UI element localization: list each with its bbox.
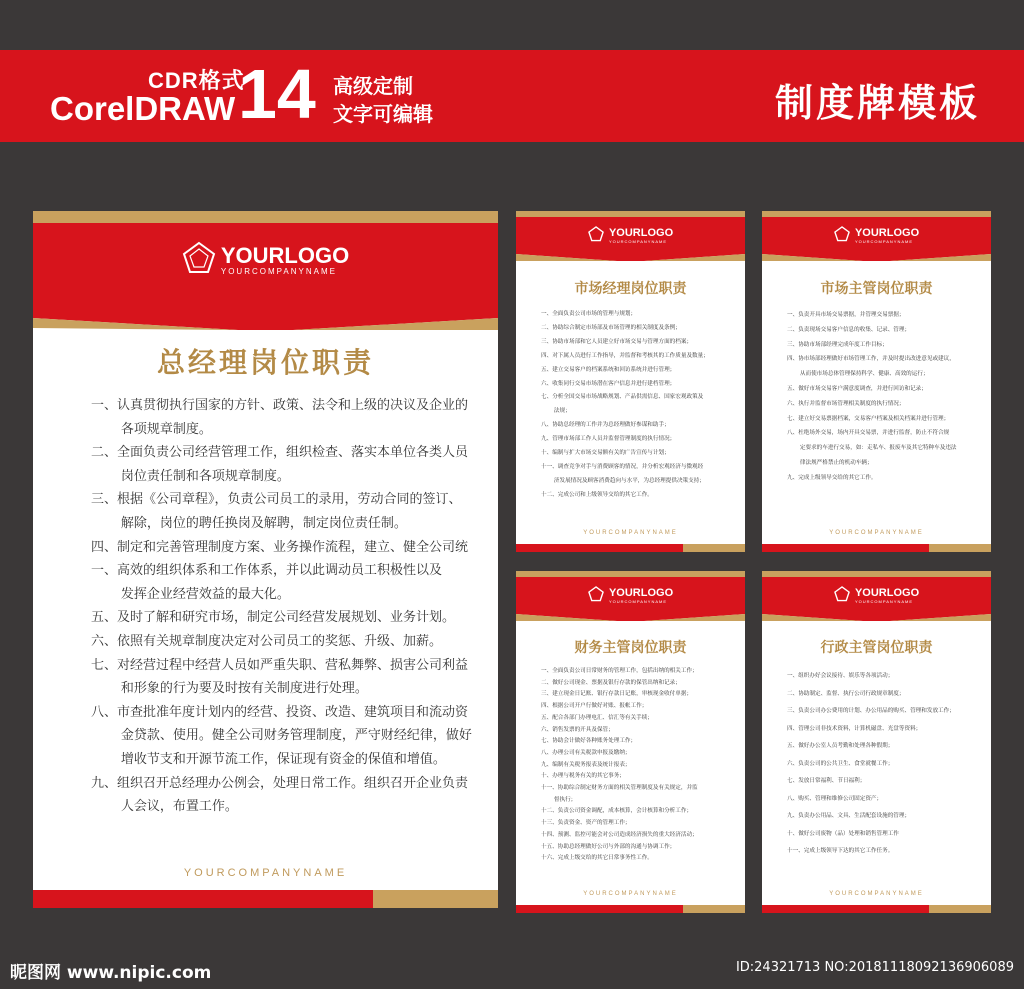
- board-title: 总经理岗位职责: [156, 346, 374, 379]
- duty-item: 九、负责办公用品、文具、生活配套设施的管理；: [787, 813, 911, 819]
- duty-item: 十二、负责公司资金调配，成本核算，会计核算和分析工作；: [541, 808, 693, 815]
- board-logo: [516, 585, 745, 606]
- board-admin-supervisor: [762, 571, 991, 913]
- board-top-strip: [33, 211, 498, 223]
- duty-item: 一、全面负责公司市场的管理与规划；: [541, 311, 637, 317]
- duty-item: 七、协助会计做好各种账务处理工作；: [541, 738, 637, 745]
- duty-list: [541, 666, 741, 865]
- duty-item: 济发展情况及顾客消费趋向与水平，为总经理提供决策支持；: [553, 477, 705, 484]
- board-footer-company: YOURCOMPANYNAME: [183, 867, 348, 879]
- duty-item: 七、对经营过程中经营人员如严重失职、营私舞弊、损害公司利益: [91, 657, 469, 673]
- custom-label: 高级定制: [333, 74, 413, 98]
- duty-item: 十、做好公司废物（品）处理和销售管理工作: [787, 830, 899, 837]
- board-footer-company: YOURCOMPANYNAME: [829, 530, 924, 536]
- duty-item: 六、负责公司的公共卫生、食堂就餐工作；: [787, 760, 894, 767]
- duty-item: 六、销售发票的开具及保管；: [541, 726, 614, 733]
- board-bottom-bar: [762, 905, 991, 913]
- duty-item: 十一、完成上级领导下达的其它工作任务。: [787, 848, 894, 854]
- watermark-id: ID:24321713 NO:20181118092136906089: [735, 960, 1014, 975]
- banner-title: 制度牌模板: [774, 81, 980, 125]
- logo-brand: YOURLOGO: [608, 226, 674, 239]
- duty-item: 四、根据公司开户行做好对账、报帐工作；: [541, 703, 648, 710]
- duty-item: 督执行；: [553, 796, 577, 803]
- duty-item: 解除，岗位的聘任换岗及解聘，制定岗位责任制。: [120, 515, 407, 531]
- coreldraw-label: CorelDRAW: [50, 90, 236, 127]
- duty-item: 一、负责开具市场交易票据，并管理交易票据；: [787, 312, 905, 318]
- pentagon-logo-icon: [834, 586, 850, 606]
- board-logo: [33, 241, 498, 279]
- duty-item: 四、对下属人员进行工作指导，并监督和考核其的工作质量及数量；: [541, 352, 709, 359]
- duty-item: 从而使市场总体管理保持科学、健康、高效的运行；: [799, 371, 929, 378]
- duty-item: 法规；: [553, 408, 571, 415]
- duty-item: 十二、完成公司和上级领导交给的其它工作。: [541, 491, 653, 498]
- version-number: 14: [238, 55, 316, 133]
- duty-item: 三、协助市场部经理完成年度工作目标；: [787, 341, 888, 348]
- duty-item: 八、协助总经理的工作并为总经理做好参谋和助手；: [541, 422, 670, 429]
- duty-item: 九、管理市场部工作人员并监督管理制度的执行情况；: [541, 436, 676, 443]
- duty-item: 八、购买、管理和维修公司固定资产；: [787, 795, 883, 802]
- duty-item: 七、分析全国交易市场战略规划、产品供需信息、国家宏观政策及: [541, 394, 704, 401]
- board-bottom-bar: [33, 890, 498, 908]
- duty-item: 定要求的车进行交易，如：走私车、报废车及其它特种车及违法: [799, 445, 957, 452]
- duty-item: 六、依照有关规章制度决定对公司员工的奖惩、升级、加薪。: [91, 633, 443, 649]
- duty-item: 二、协助综合制定市场部及市场管理的相关制度及条例；: [541, 324, 681, 331]
- duty-item: 五、及时了解和研究市场，制定公司经营发展规划、业务计划。: [91, 610, 456, 626]
- duty-item: 十、编制与扩大市场交易额有关的广告宣传与计划；: [541, 450, 670, 457]
- duty-item: 九、编制有关税务报表及统计报表；: [541, 761, 631, 768]
- board-title: 市场主管岗位职责: [820, 281, 933, 297]
- logo-subtitle: YOURCOMPANYNAME: [608, 598, 667, 604]
- duty-item: 九、完成上级领导交给的其它工作。: [787, 474, 877, 481]
- duty-item: 三、根据《公司章程》，负责公司员工的录用，劳动合同的签订、: [91, 492, 462, 508]
- pentagon-logo-icon: [834, 226, 850, 246]
- duty-list: [787, 668, 987, 861]
- board-footer-company: YOURCOMPANYNAME: [583, 530, 678, 536]
- duty-item: 一、认真贯彻执行国家的方针、政策、法令和上级的决议及企业的: [91, 398, 469, 413]
- duty-item: 十一、调查竞争对手与消费顾客的情况，并分析宏观经济与微观经: [541, 463, 704, 470]
- duty-item: 二、负责现场交易客户信息的收集、记录、管理；: [787, 326, 911, 333]
- board-footer-company: YOURCOMPANYNAME: [829, 891, 924, 897]
- header-chevron: [33, 306, 498, 330]
- board-bottom-bar: [516, 544, 745, 552]
- duty-item: 三、协助市场部和它人员建立好市场交易与管理方面的档案；: [541, 338, 693, 345]
- board-bottom-bar: [762, 544, 991, 552]
- pentagon-logo-icon: [588, 226, 604, 246]
- duty-list: [91, 394, 491, 819]
- duty-item: 四、制定和完善管理制度方案、业务操作流程，建立、健全公司统: [91, 539, 469, 555]
- duty-item: 各项规章制度。: [120, 421, 212, 437]
- pentagon-logo-icon: [588, 586, 604, 606]
- duty-item: 十三、负责资金、资产的管理工作；: [541, 820, 631, 827]
- board-logo: [762, 585, 991, 606]
- logo-brand: YOURLOGO: [854, 226, 920, 239]
- duty-item: 金贷款、使用。健全公司财务管理制度，严守财经纪律，做好: [120, 728, 472, 744]
- duty-item: 五、建立交易客户的档案系统和回访系统并进行管理；: [541, 366, 676, 373]
- board-finance-supervisor: [516, 571, 745, 913]
- duty-item: 发挥企业经营效益的最大化。: [120, 586, 290, 602]
- duty-item: 十一、协助综合制定财务方面的相关管理制度及有关规定，并监: [541, 785, 698, 792]
- board-logo: [762, 225, 991, 246]
- duty-item: 七、发放日常福利、节日福利；: [787, 778, 866, 784]
- header-banner: [0, 50, 1024, 142]
- duty-item: 九、组织召开总经理办公例会，处理日常工作。组织召开企业负责: [91, 775, 469, 791]
- logo-subtitle: YOURCOMPANYNAME: [854, 598, 913, 604]
- duty-item: 岗位责任制和各项规章制度。: [120, 468, 290, 484]
- duty-item: 八、市查批准年度计划内的经营、投资、改造、建筑项目和流动资: [91, 704, 469, 720]
- board-market-supervisor: [762, 211, 991, 552]
- top-dark-band: [0, 0, 1024, 50]
- duty-item: 和形象的行为要及时按有关制度进行处理。: [120, 681, 368, 697]
- duty-list: [541, 308, 741, 503]
- duty-item: 一、组织办好会议接待、娱乐等各项活动；: [787, 673, 894, 679]
- logo-subtitle: YOURCOMPANYNAME: [608, 238, 667, 244]
- duty-item: 十、办理与税务有关的其它事务；: [541, 773, 625, 780]
- board-market-manager: [516, 211, 745, 552]
- duty-item: 六、执行并监督市场管理相关制度的执行情况；: [787, 400, 905, 407]
- duty-list: [787, 308, 987, 486]
- logo-brand: YOURLOGO: [608, 586, 674, 599]
- logo-subtitle: YOURCOMPANYNAME: [854, 238, 913, 244]
- duty-item: 二、做好公司现金、票据及银行存款的保管出纳和记录；: [541, 679, 681, 686]
- duty-item: 十四、预测、监控可能会对公司造成经济损失的重大经济活动；: [541, 831, 698, 838]
- duty-item: 四、协市场部经理做好市场管理工作，并及时提出改进意见或建议，: [787, 356, 955, 363]
- cdr-format-label: CDR格式: [148, 68, 245, 93]
- pentagon-logo-icon: [182, 241, 216, 279]
- board-footer-company: YOURCOMPANYNAME: [583, 891, 678, 897]
- duty-item: 三、负责公司办公费用的计划、办公用品的购买、管理和发放工作；: [787, 708, 955, 714]
- duty-item: 二、协助制定、监督、执行公司行政规章制度；: [787, 690, 905, 697]
- board-title: 市场经理岗位职责: [574, 281, 687, 297]
- board-general-manager: [33, 211, 498, 908]
- duty-item: 二、全面负责公司经营管理工作，组织检查、落实本单位各类人员: [91, 445, 469, 461]
- duty-item: 十六、完成上级交给的其它日常事务性工作。: [541, 855, 653, 862]
- duty-item: 八、杜绝场外交易，场内开具交易票，并进行监督，防止不符合规: [787, 430, 950, 437]
- logo-brand: YOURLOGO: [220, 242, 350, 268]
- duty-item: 人会议，布置工作。: [120, 799, 238, 815]
- duty-item: 四、管理公司非技术资料，计算机磁盘、光盘等资料；: [787, 725, 922, 732]
- board-logo: [516, 225, 745, 246]
- duty-item: 六、收集同行交易市场潜在客户信息并进行建档管理；: [541, 380, 676, 387]
- duty-item: 十五、协助总经理做好公司与外部的沟通与协调工作；: [541, 843, 676, 850]
- watermark-site: 昵图网 www.nipic.com: [10, 963, 212, 983]
- duty-item: 增收节支和开源节流工作，保证现有资金的保值和增值。: [120, 751, 446, 767]
- duty-item: 一、全面负责公司日常财务的管理工作，包括出纳的相关工作；: [541, 668, 698, 674]
- duty-item: 五、配合各部门办理电汇、信汇等有关手续；: [541, 714, 653, 721]
- board-title: 财务主管岗位职责: [574, 640, 687, 656]
- duty-item: 七、建立好交易票据档案，交易客户档案及相关档案并进行管理；: [787, 415, 950, 422]
- logo-subtitle: YOURCOMPANYNAME: [220, 266, 337, 276]
- board-bottom-bar: [516, 905, 745, 913]
- duty-item: 三、建立现金日记账、银行存款日记账，审核现金收付单据；: [541, 691, 693, 698]
- duty-item: 律法规严格禁止的机动车辆；: [799, 459, 873, 466]
- duty-item: 一、高效的组织体系和工作体系，并以此调动员工积极性以及: [91, 563, 443, 579]
- duty-item: 八、办理公司有关税款申报及缴纳；: [541, 749, 631, 756]
- editable-label: 文字可编辑: [333, 102, 433, 126]
- duty-item: 五、做好市场交易客户满意度调查，并进行回访和记录；: [787, 385, 927, 392]
- board-title: 行政主管岗位职责: [820, 640, 933, 656]
- logo-brand: YOURLOGO: [854, 586, 920, 599]
- duty-item: 五、做好办公室人员考勤和处理各种假期；: [787, 743, 894, 749]
